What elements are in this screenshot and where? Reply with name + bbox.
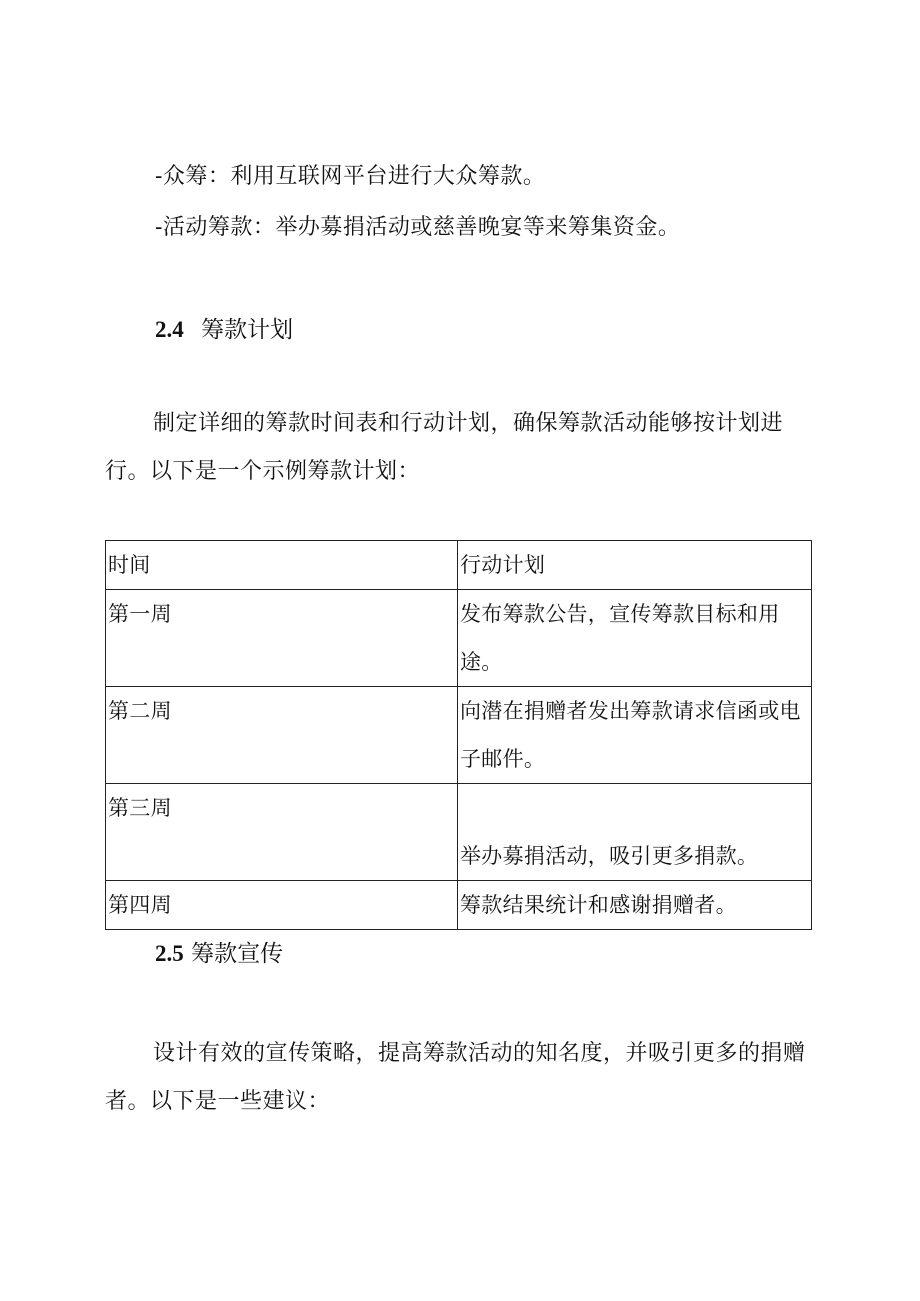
section-heading-2-5 <box>155 939 283 969</box>
table-cell-action: 发布筹款公告，宣传筹款目标和用途。 <box>458 590 812 687</box>
section-heading-2-4 <box>155 315 293 345</box>
table-row <box>106 881 812 930</box>
fundraising-plan-table <box>105 540 812 930</box>
table-header-cell: 时间 <box>106 541 458 590</box>
list-item-crowdfunding: -众筹：利用互联网平台进行大众筹款。 <box>155 164 546 189</box>
section-title: 筹款计划 <box>201 317 294 343</box>
table-row <box>106 590 812 687</box>
table-header-cell: 行动计划 <box>458 541 812 590</box>
section-title: 筹款宣传 <box>191 941 284 967</box>
table-cell-action: 举办募捐活动，吸引更多捐款。 <box>460 844 759 868</box>
table-cell-time: 第四周 <box>106 881 458 930</box>
table-row <box>106 687 812 784</box>
plan-intro-paragraph: 制定详细的筹款时间表和行动计划，确保筹款活动能够按计划进行。以下是一个示例筹款计划： <box>105 411 784 484</box>
table-cell-action: 筹款结果统计和感谢捐赠者。 <box>458 881 812 930</box>
table-cell-action-box <box>458 784 811 880</box>
table-cell-time: 第三周 <box>106 784 458 881</box>
table-cell-time: 第一周 <box>106 590 458 687</box>
table-cell-action: 向潜在捐赠者发出筹款请求信函或电子邮件。 <box>458 687 812 784</box>
promotion-intro-paragraph: 设计有效的宣传策略，提高筹款活动的知名度，并吸引更多的捐赠者。以下是一些建议： <box>105 1041 806 1114</box>
table-cell-action-wrapper <box>458 784 812 881</box>
table-header-row <box>106 541 812 590</box>
table-row <box>106 784 812 881</box>
section-number: 2.5 <box>155 941 184 966</box>
section-number: 2.4 <box>155 317 184 342</box>
table-cell-time: 第二周 <box>106 687 458 784</box>
list-item-event-fundraising: -活动筹款：举办募捐活动或慈善晚宴等来筹集资金。 <box>155 215 681 240</box>
